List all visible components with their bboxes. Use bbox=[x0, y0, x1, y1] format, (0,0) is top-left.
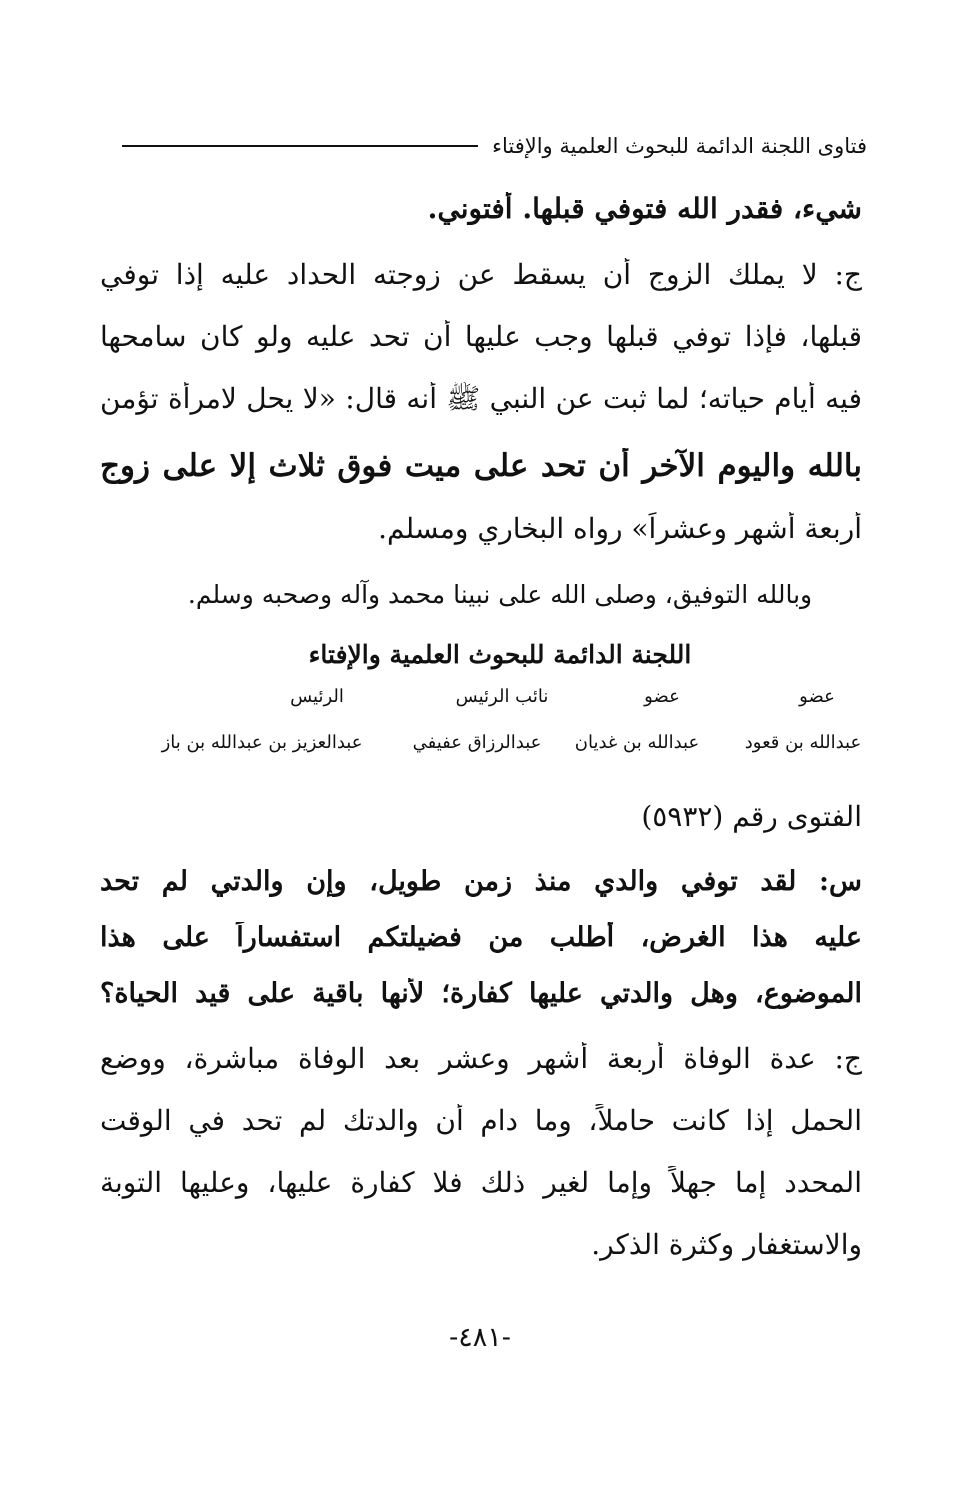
question-tail: شيء، فقدر الله فتوفي قبلها. أفتوني. bbox=[427, 192, 862, 225]
fatwa-number: الفتوى رقم (٥٩٣٢) bbox=[641, 800, 862, 833]
question-line: س: لقد توفي والدي منذ زمن طويل، وإن والدتي لم تحد bbox=[100, 866, 862, 897]
signatory-role: نائب الرئيس bbox=[455, 686, 549, 707]
signatory-roles bbox=[100, 686, 862, 716]
closing-prayer: وبالله التوفيق، وصلى الله على نبينا محمد وآله وصحبه وسلم. bbox=[187, 580, 813, 609]
answer-line: فيه أيام حياته؛ لما ثبت عن النبي ﷺ أنه قال: «لا يحل لامرأة تؤمن bbox=[100, 382, 862, 415]
answer-line: ج: لا يملك الزوج أن يسقط عن زوجته الحداد عليه إذا توفي bbox=[100, 258, 862, 291]
signatory-name: عبدالعزيز بن عبدالله بن باز bbox=[161, 732, 363, 753]
committee-name: اللجنة الدائمة للبحوث العلمية والإفتاء bbox=[308, 640, 692, 669]
signatory-role: عضو bbox=[799, 686, 835, 707]
running-header bbox=[122, 128, 867, 164]
page-number: -٤٨١- bbox=[449, 1322, 511, 1353]
signatory-names bbox=[100, 732, 862, 762]
answer-line: قبلها، فإذا توفي قبلها وجب عليها أن تحد عليه ولو كان سامحها bbox=[100, 320, 862, 353]
signatory-name: عبدالرزاق عفيفي bbox=[412, 732, 542, 753]
signatory-role: الرئيس bbox=[290, 686, 344, 707]
header-title: فتاوى اللجنة الدائمة للبحوث العلمية والإفتاء bbox=[492, 134, 867, 158]
answer-line: أربعة أشهر وعشراً» رواه البخاري ومسلم. bbox=[378, 512, 862, 545]
answer-line: الحمل إذا كانت حاملاً، وما دام أن والدتك لم تحد في الوقت bbox=[100, 1104, 862, 1137]
signatory-name: عبدالله بن غديان bbox=[574, 732, 700, 753]
answer-line: المحدد إما جهلاً وإما لغير ذلك فلا كفارة عليها، وعليها التوبة bbox=[100, 1166, 862, 1199]
answer-line: والاستغفار وكثرة الذكر. bbox=[591, 1228, 862, 1261]
hadith-line: بالله واليوم الآخر أن تحد على ميت فوق ثلاث إلا على زوج bbox=[100, 448, 862, 484]
answer-line: ج: عدة الوفاة أربعة أشهر وعشر بعد الوفاة مباشرة، ووضع bbox=[100, 1042, 862, 1075]
header-rule bbox=[122, 145, 478, 147]
signatory-name: عبدالله بن قعود bbox=[744, 732, 862, 753]
question-line: عليه هذا الغرض، أطلب من فضيلتكم استفساراً على هذا bbox=[100, 922, 862, 953]
signatory-role: عضو bbox=[644, 686, 680, 707]
question-line: الموضوع، وهل والدتي عليها كفارة؛ لأنها باقية على قيد الحياة؟ bbox=[100, 978, 862, 1009]
